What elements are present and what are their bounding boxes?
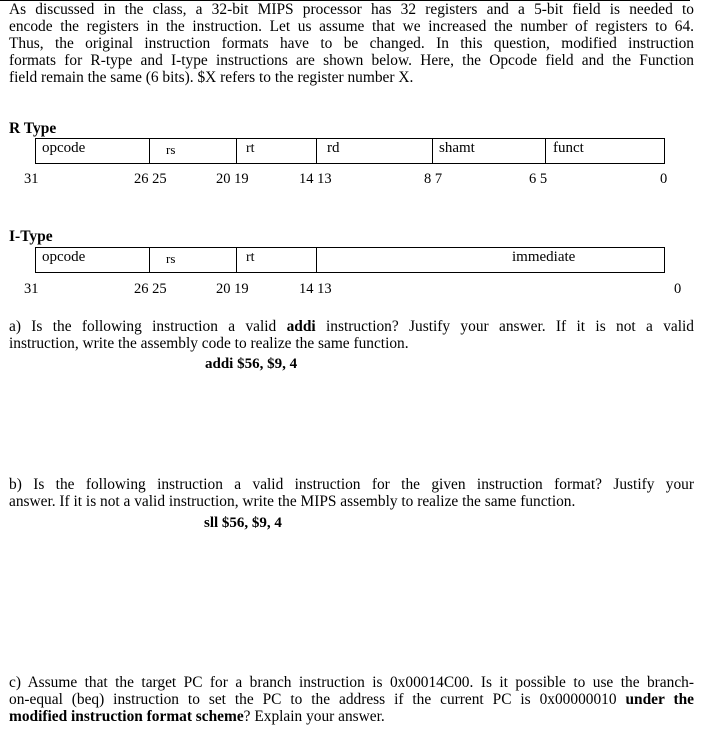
- itype-bit-0: 0: [674, 281, 682, 297]
- rtype-rs-cell: [149, 138, 237, 164]
- itype-rt-label: rt: [246, 250, 255, 265]
- itype-immediate-label: immediate: [512, 249, 576, 265]
- itype-bit-31: 31: [24, 281, 39, 297]
- intro-line: encode the registers in the instruction. Let us assume that we increased the number of registers to 64.: [9, 18, 694, 35]
- intro-line: Thus, the original instruction formats have to be changed. In this question, modified instruction: [9, 35, 694, 52]
- question-b-line: answer. If it is not a valid instruction, write the MIPS assembly to realize the same function.: [9, 493, 576, 510]
- rtype-rd-label: rd: [327, 140, 340, 156]
- question-b: [9, 476, 694, 510]
- rtype-bit-6-5: 6 5: [529, 171, 548, 187]
- itype-immediate-cell: [316, 247, 665, 273]
- itype-heading: I-Type: [9, 228, 53, 245]
- question-b-line: b) Is the following instruction a valid instruction for the given instruction format? Justify your: [9, 476, 694, 493]
- rtype-rs-label: rs: [166, 142, 176, 157]
- intro-line: field remain the same (6 bits). $X refers to the register number X.: [9, 69, 414, 86]
- rtype-bit-26-25: 26 25: [134, 171, 167, 187]
- rtype-rt-label: rt: [246, 141, 255, 156]
- intro-line: formats for R-type and I-type instructions are shown below. Here, the Opcode field and the Function: [9, 52, 694, 69]
- intro-line: As discussed in the class, a 32-bit MIPS processor has 32 registers and a 5-bit field is needed to: [9, 1, 694, 18]
- question-a-line: a) Is the following instruction a valid addi instruction? Justify your answer. If it is not a valid: [9, 318, 694, 335]
- itype-rs-label: rs: [166, 251, 176, 266]
- intro-paragraph: [9, 1, 694, 86]
- rtype-bit-20-19: 20 19: [216, 171, 249, 187]
- itype-opcode-label: opcode: [42, 249, 86, 265]
- question-c-line: modified instruction format scheme? Explain your answer.: [9, 708, 385, 725]
- rtype-opcode-label: opcode: [42, 140, 86, 156]
- rtype-funct-label: funct: [553, 140, 584, 156]
- question-b-instruction: sll $56, $9, 4: [204, 515, 282, 531]
- addi-keyword: addi: [286, 318, 316, 335]
- itype-bit-26-25: 26 25: [134, 281, 167, 297]
- question-c: [9, 674, 694, 725]
- rtype-bit-8-7: 8 7: [424, 171, 443, 187]
- rtype-bit-31: 31: [24, 171, 39, 187]
- rtype-bit-14-13: 14 13: [299, 171, 332, 187]
- question-a-line: instruction, write the assembly code to realize the same function.: [9, 335, 409, 352]
- rtype-shamt-label: shamt: [439, 140, 475, 156]
- rtype-heading: R Type: [9, 120, 57, 137]
- itype-bit-20-19: 20 19: [216, 281, 249, 297]
- question-c-line: on-equal (beq) instruction to set the PC to the address if the current PC is 0x00000010 under the: [9, 691, 694, 708]
- itype-bit-14-13: 14 13: [299, 281, 332, 297]
- itype-rs-cell: [149, 247, 237, 273]
- question-c-line: c) Assume that the target PC for a branch instruction is 0x00014C00. Is it possible to use the branch-: [9, 674, 694, 691]
- rtype-bit-0: 0: [660, 171, 668, 187]
- question-a-instruction: addi $56, $9, 4: [205, 356, 298, 372]
- question-a: [9, 318, 694, 352]
